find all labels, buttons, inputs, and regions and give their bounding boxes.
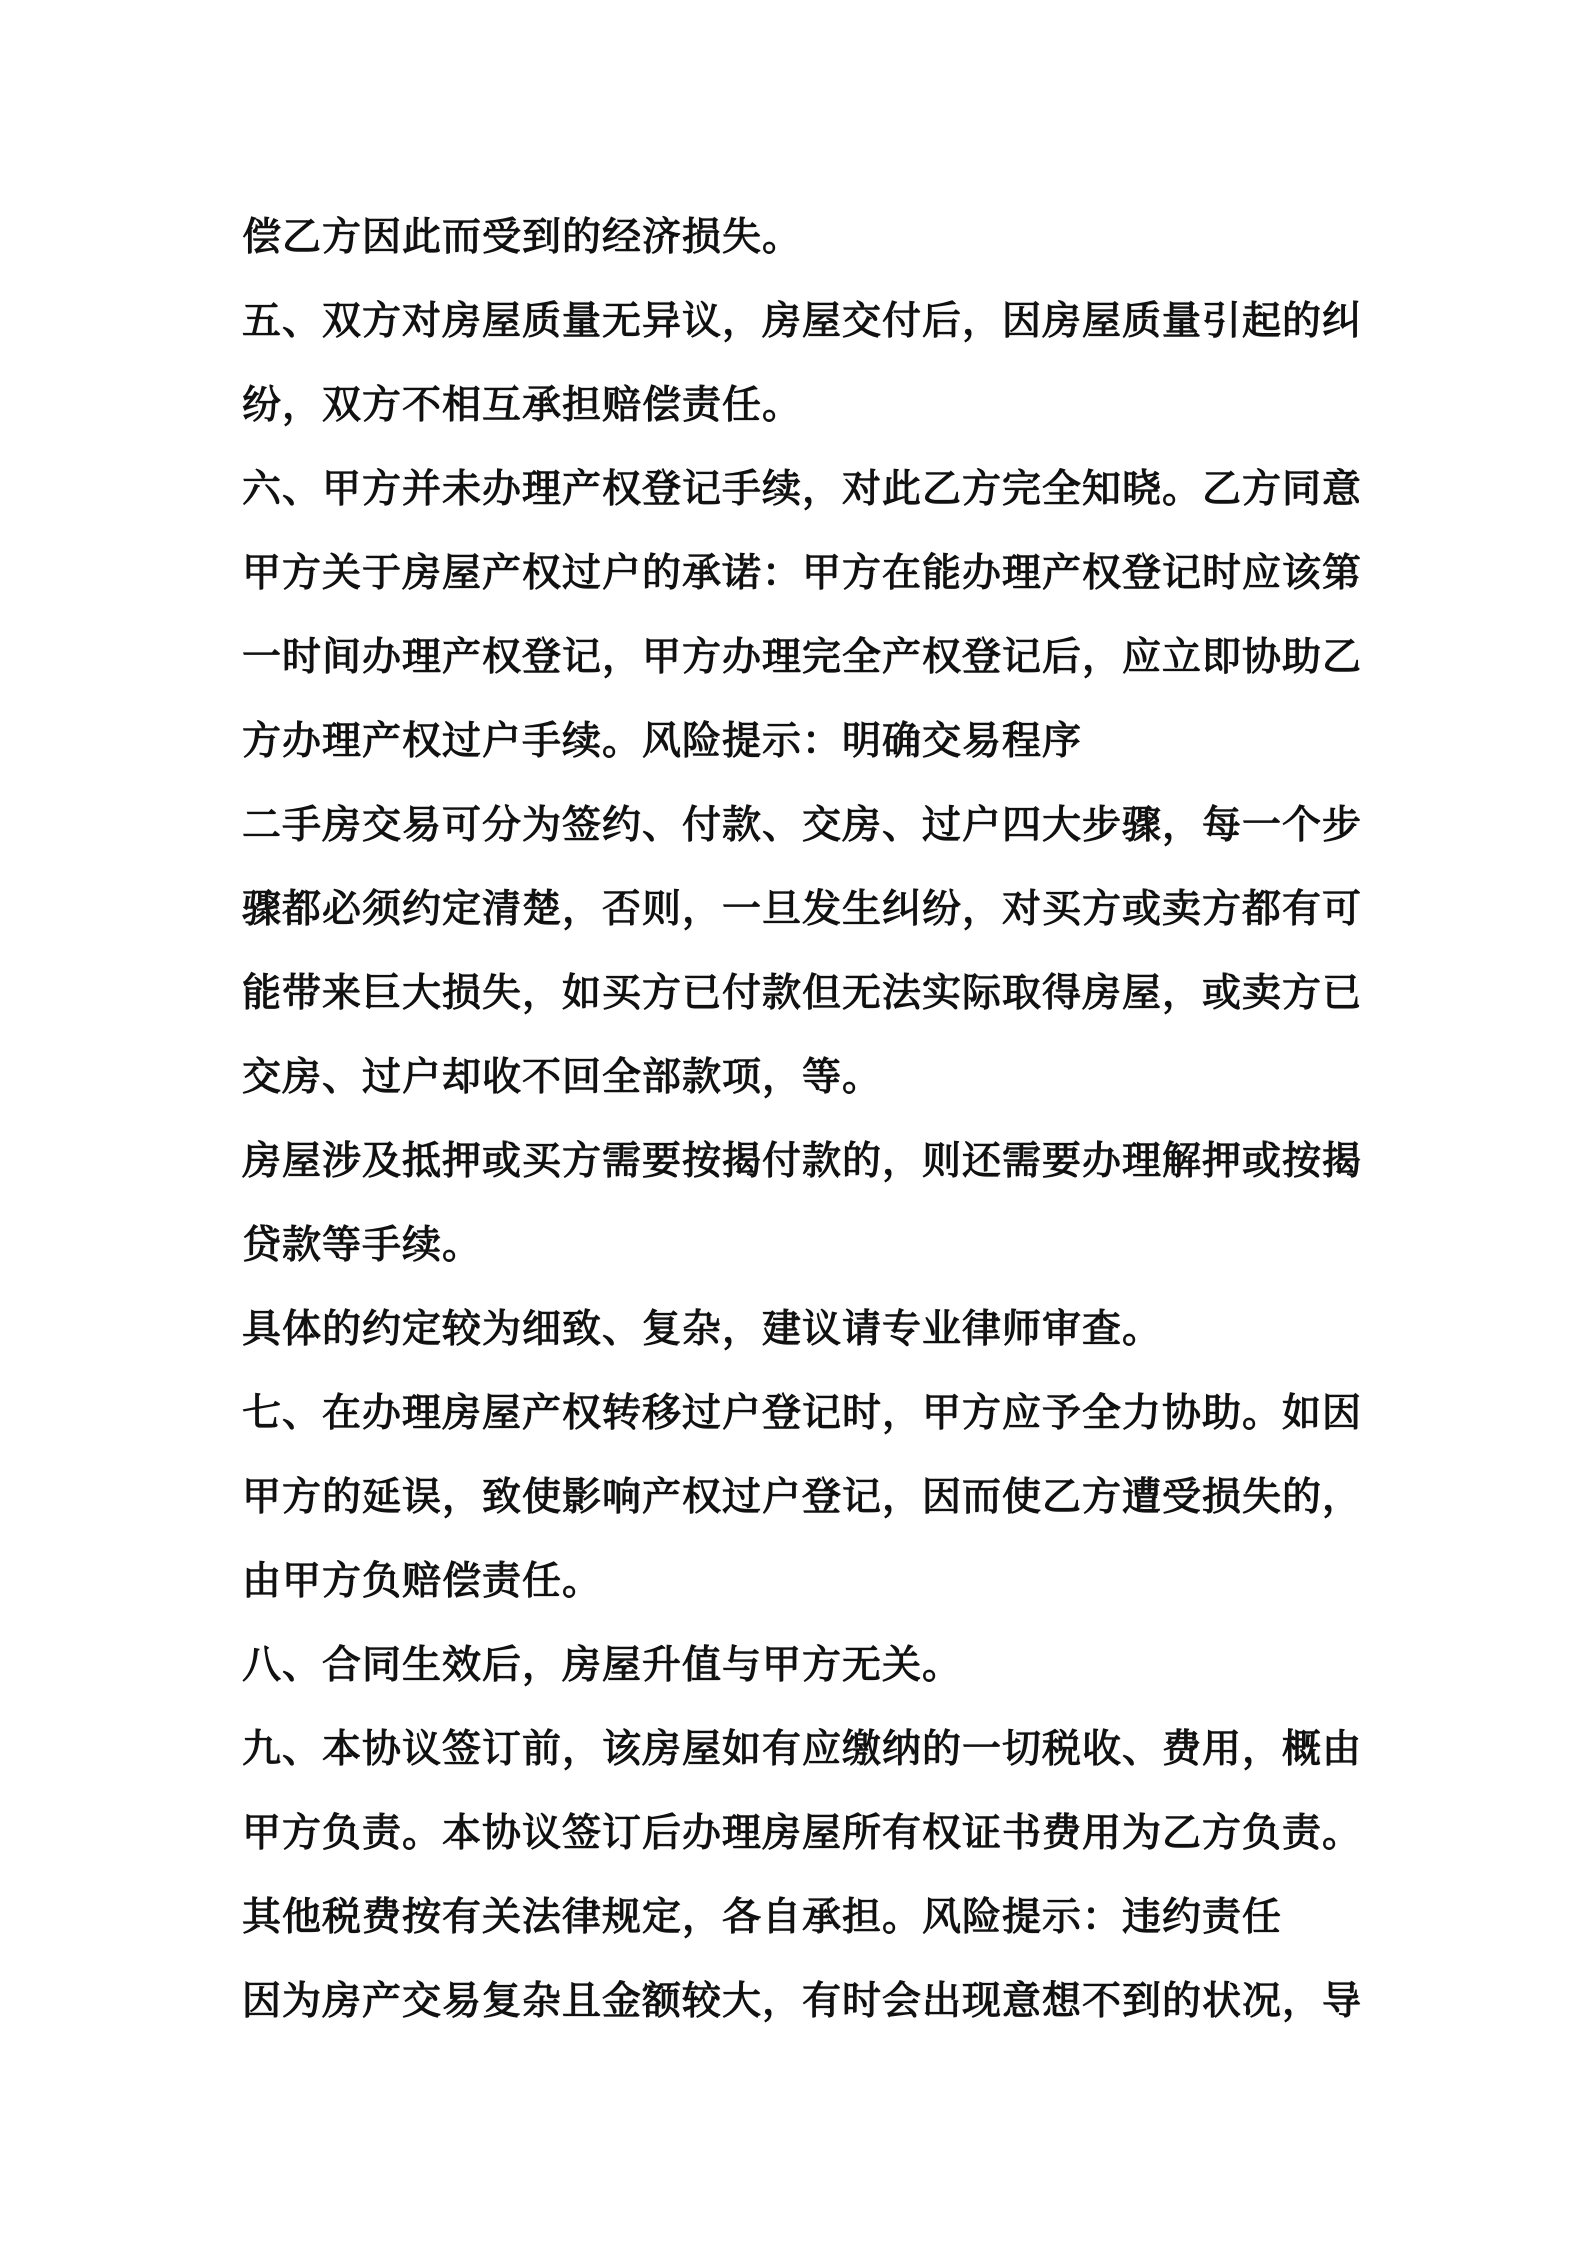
text-line: 甲方关于房屋产权过户的承诺：甲方在能办理产权登记时应该第 [242,551,1362,596]
text-line: 骤都必须约定清楚，否则，一旦发生纠纷，对买方或卖方都有可 [242,887,1362,932]
text-line: 贷款等手续。 [242,1223,483,1268]
text-line: 由甲方负赔偿责任。 [242,1559,603,1604]
text-line: 二手房交易可分为签约、付款、交房、过户四大步骤，每一个步 [242,803,1362,848]
text-line: 六、甲方并未办理产权登记手续，对此乙方完全知晓。乙方同意 [242,467,1362,512]
text-line: 具体的约定较为细致、复杂，建议请专业律师审查。 [242,1307,1163,1352]
text-line: 因为房产交易复杂且金额较大，有时会出现意想不到的状况，导 [242,1979,1362,2024]
text-line: 七、在办理房屋产权转移过户登记时，甲方应予全力协助。如因 [242,1391,1362,1436]
text-line: 纷，双方不相互承担赔偿责任。 [242,383,803,428]
text-line: 偿乙方因此而受到的经济损失。 [242,215,803,260]
text-line: 八、合同生效后，房屋升值与甲方无关。 [242,1643,963,1688]
text-line: 能带来巨大损失，如买方已付款但无法实际取得房屋，或卖方已 [242,971,1362,1016]
text-line: 五、双方对房屋质量无异议，房屋交付后，因房屋质量引起的纠 [242,299,1362,344]
text-line: 交房、过户却收不回全部款项，等。 [242,1055,883,1100]
text-line: 房屋涉及抵押或买方需要按揭付款的，则还需要办理解押或按揭 [242,1139,1362,1184]
text-line: 一时间办理产权登记，甲方办理完全产权登记后，应立即协助乙 [242,635,1362,680]
text-line: 方办理产权过户手续。风险提示：明确交易程序 [242,719,1083,764]
text-line: 其他税费按有关法律规定，各自承担。风险提示：违约责任 [242,1895,1283,1940]
text-line: 甲方负责。本协议签订后办理房屋所有权证书费用为乙方负责。 [242,1811,1362,1856]
text-line: 九、本协议签订前，该房屋如有应缴纳的一切税收、费用，概由 [242,1727,1362,1772]
document-body [242,196,1362,2044]
text-line: 甲方的延误，致使影响产权过户登记，因而使乙方遭受损失的， [242,1475,1362,1520]
